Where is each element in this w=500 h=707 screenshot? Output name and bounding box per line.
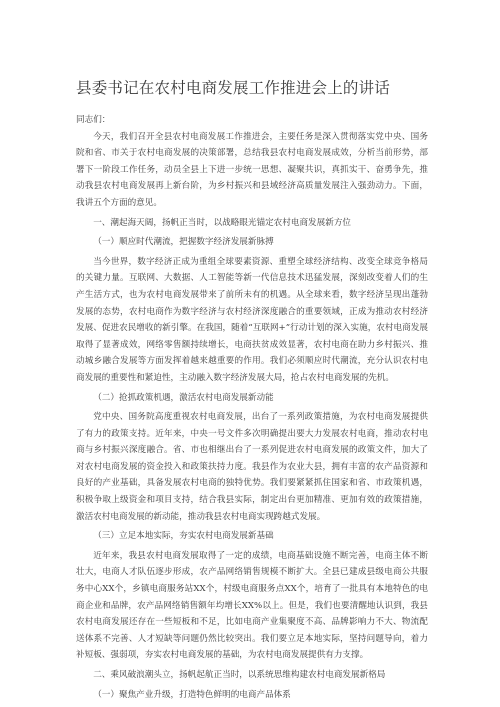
subsection-1-body: 当今世界，数字经济正成为重组全球要素资源、重塑全球经济结构、改变全球竞争格局的关键力量。互联网、大数据、人工智能等新一代信息技术迅猛发展，深刻改变着人们的生产生活方式，也为农村电商发展带来了前所未有的机遇。从全球来看，数字经济呈现出蓬勃发展的态势，农村电商作为数字经济与农村经济深度融合的重要领域，正成为推动农村经济发展、促进农民增收的新引擎。在我国，随着“互联网+”行动计划的深入实施，农村电商发展取得了显著成效，网络零售额持续增长，电商扶贫成效显著，农村电商在助力乡村振兴、推动城乡融合发展等方面发挥着越来越重要的作用。我们必须顺应时代潮流，充分认识农村电商发展的重要性和紧迫性，主动融入数字经济发展大局，抢占农村电商发展的先机。 [76, 256, 428, 383]
subsection-2-body: 党中央、国务院高度重视农村电商发展，出台了一系列政策措施，为农村电商发展提供了有力的政策支持。近年来，中央一号文件多次明确提出要大力发展农村电商，推动农村电商与乡村振兴深度融合。省、市也相继出台了一系列促进农村电商发展的政策文件，加大了对农村电商发展的资金投入和政策扶持力度。我县作为农业大县，拥有丰富的农产品资源和良好的产业基础，具备发展农村电商的独特优势。我们要紧紧抓住国家和省、市政策机遇，积极争取上级资金和项目支持，结合我县实际，制定出台更加精准、更加有效的政策措施，激活农村电商发展的新动能，推动我县农村电商实现跨越式发展。 [76, 412, 428, 522]
section-2-heading: 二、乘风破浪潮头立，扬帆起航正当时，以系统思维构建农村电商发展新格局 [93, 670, 386, 680]
subsection-3-heading: （三）立足本地实际，夯实农村电商发展新基础 [93, 531, 274, 542]
subsection-3-body: 近年来，我县农村电商发展取得了一定的成绩，电商基础设施不断完善，电商主体不断壮大，电商人才队伍逐步形成，农产品网络销售规模不断扩大。全县已建成县级电商公共服务中心XX个，乡镇电商服务站XX个，村级电商服务点XX个，培育了一批具有本地特色的电商企业和品牌，农产品网络销售额年均增长XX%以上。但是，我们也要清醒地认识到，我县农村电商发展还存在一些短板和不足，比如电商产业集聚度不高、品牌影响力不大、物流配送体系不完善、人才短缺等问题仍然比较突出。我们要立足本地实际，坚持问题导向，着力补短板、强弱项，夯实农村电商发展的基础，为农村电商发展提供有力支撑。 [76, 550, 428, 661]
document-title: 县委书记在农村电商发展工作推进会上的讲话 [76, 79, 391, 97]
section-1-heading: 一、潮起海天阔，扬帆正当时，以战略眼光锚定农村电商发展新方位 [93, 217, 352, 228]
intro-paragraph: 今天，我们召开全县农村电商发展工作推进会，主要任务是深入贯彻落实党中央、国务院和省、市关于农村电商发展的决策部署，总结我县农村电商发展成效，分析当前形势，部署下一阶段工作任务，动员全县上下进一步统一思想、凝聚共识，真抓实干、奋勇争先，推动我县农村电商发展再上新台阶，为乡村振兴和县域经济高质量发展注入强劲动力。下面，我讲五个方面的意见。 [76, 131, 428, 208]
subsection-1-heading: （一）顺应时代潮流，把握数字经济发展新脉搏 [93, 237, 274, 248]
section-2-subsection-1-heading: （一）聚焦产业升级，打造特色鲜明的电商产品体系 [93, 689, 291, 700]
salutation: 同志们： [76, 115, 111, 125]
subsection-2-heading: （二）抢抓政策机遇，激活农村电商发展新动能 [93, 392, 274, 403]
